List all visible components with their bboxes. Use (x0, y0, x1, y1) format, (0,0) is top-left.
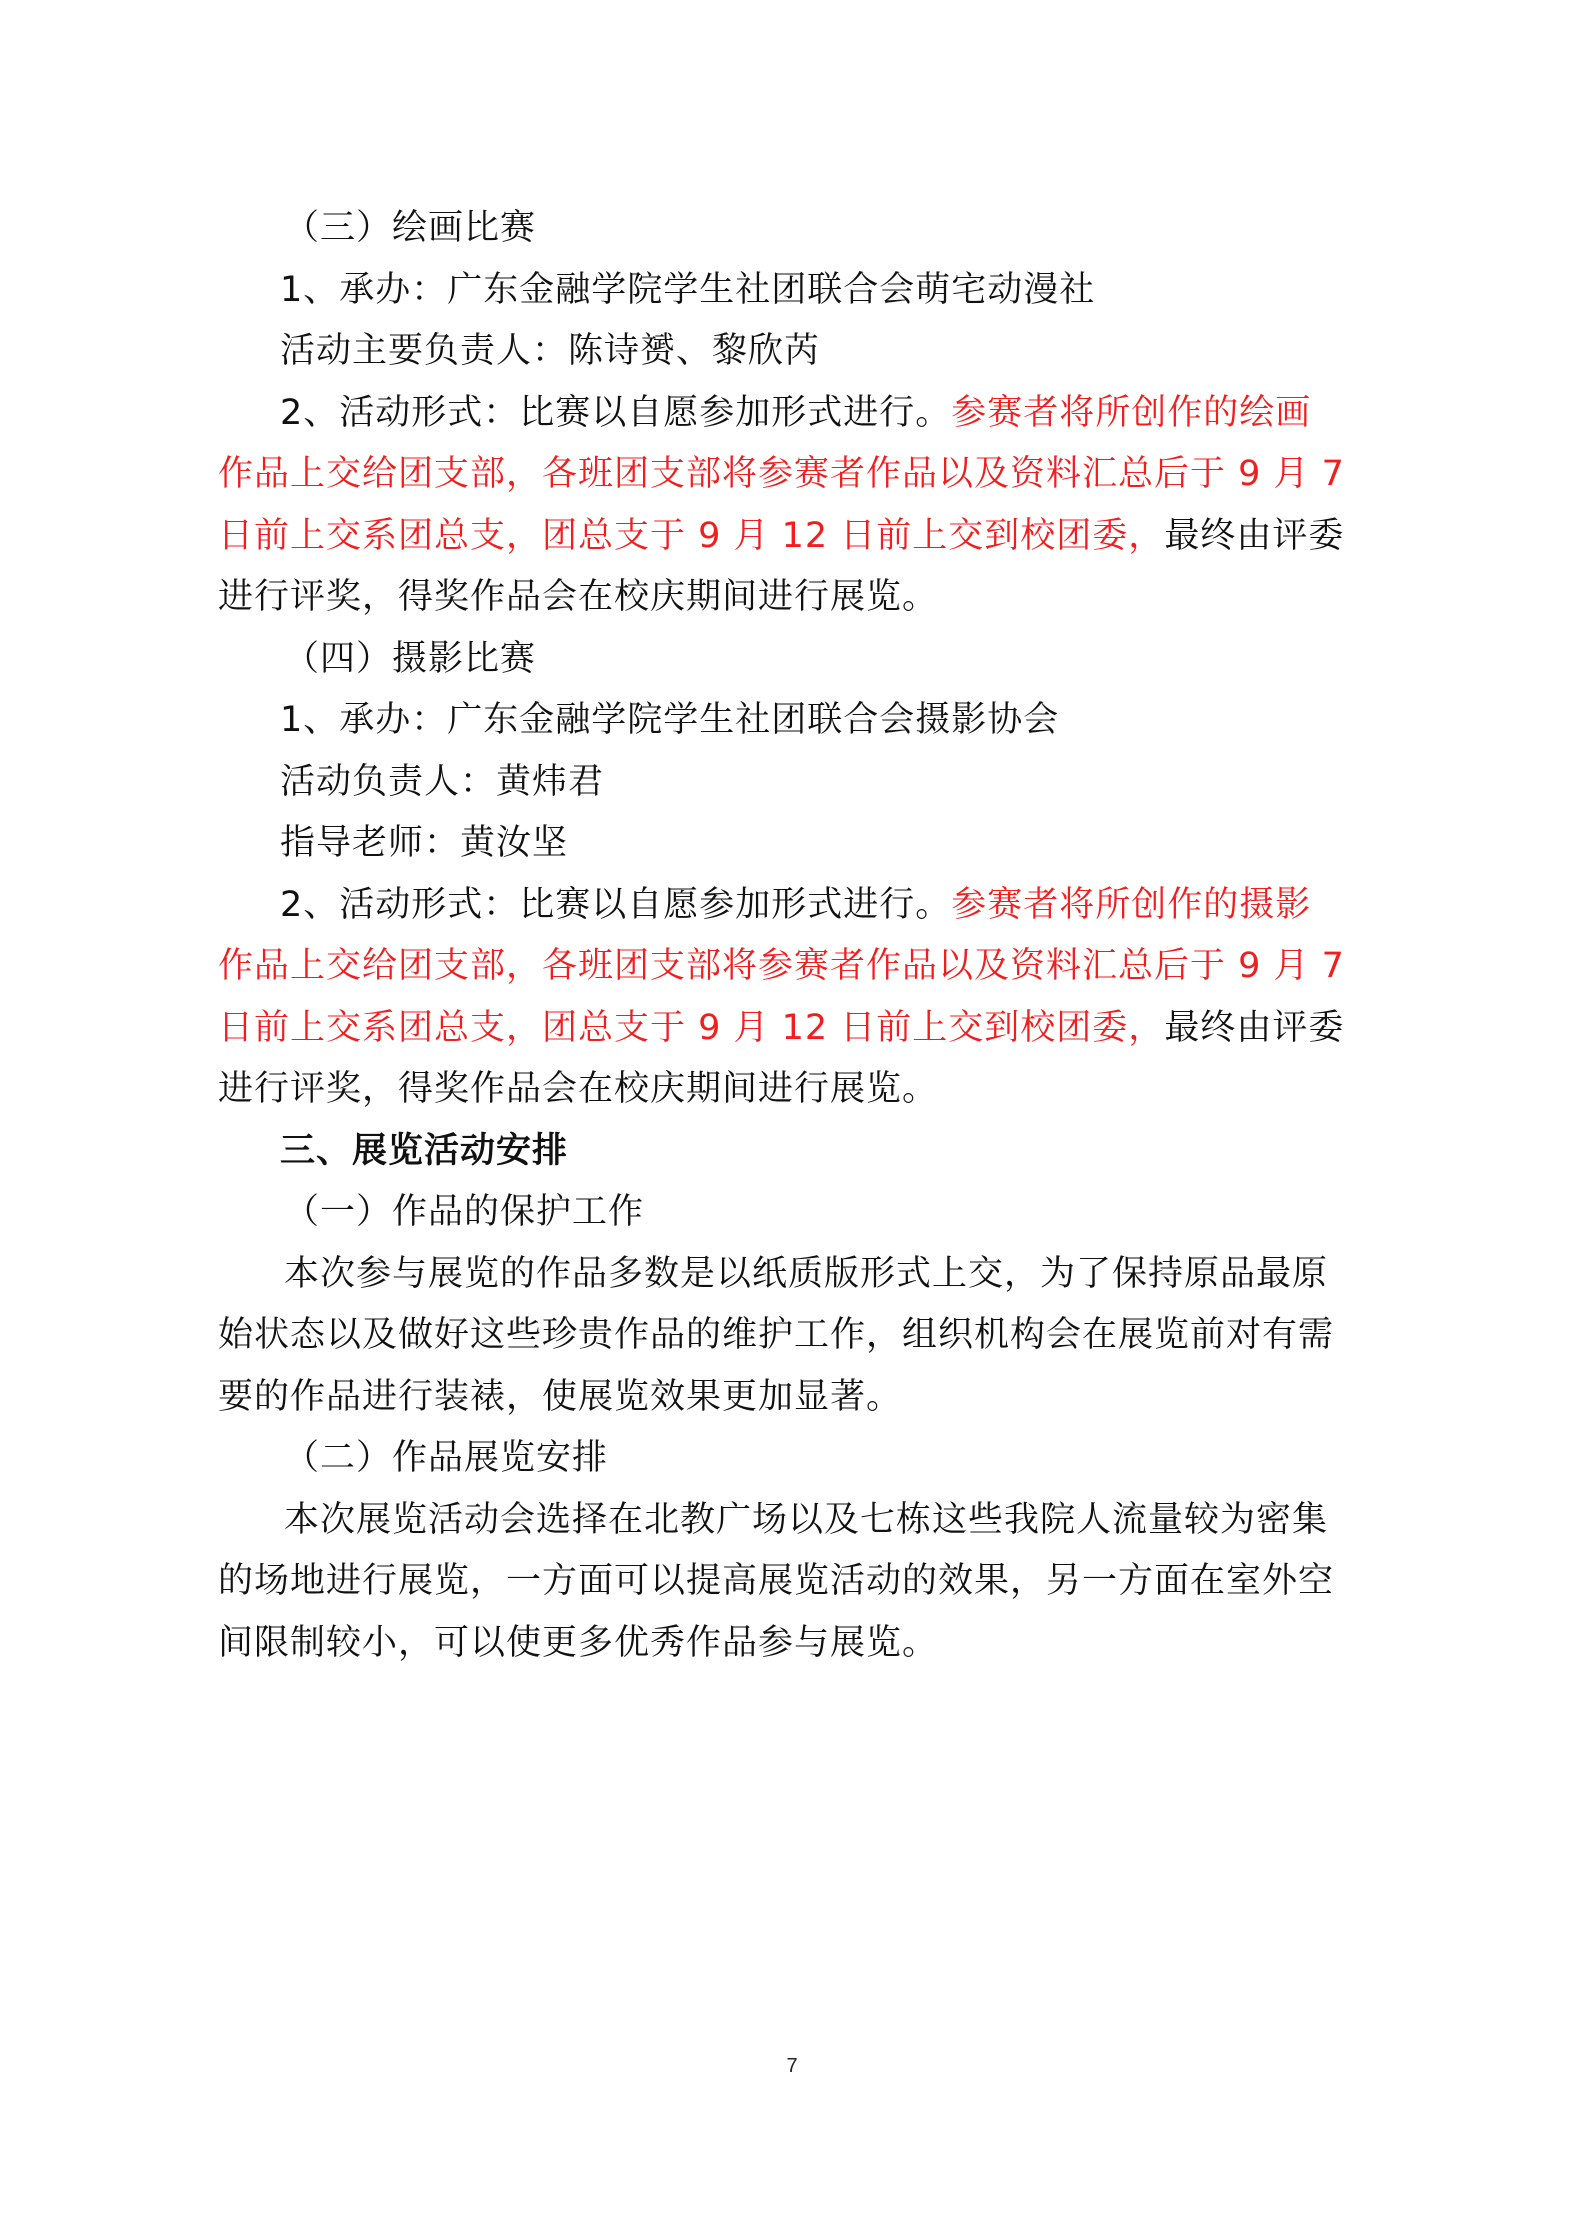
painting-form-highlight: 参赛者将所创作的绘画 (951, 392, 1312, 433)
artwork-protection-paragraph-line-3: 要的作品进行装裱，使展览效果更加显著。 (218, 1376, 903, 1417)
exhibition-arrangement-paragraph-line-1: 本次展览活动会选择在北教广场以及七栋这些我院人流量较为密集 (284, 1499, 1329, 1540)
photography-form-line-3 (218, 998, 1368, 1060)
photography-contest-title: （四）摄影比赛 (284, 638, 537, 679)
painting-form-line-3 (218, 506, 1368, 568)
photography-form-label: 2、活动形式：比赛以自愿参加形式进行。 (280, 884, 952, 925)
painting-organizer: 1、承办：广东金融学院学生社团联合会萌宅动漫社 (280, 269, 1096, 310)
painting-contest-title: （三）绘画比赛 (284, 208, 537, 248)
photography-deadline-highlight: 日前上交系团总支，团总支于 9 月 12 日前上交到校团委， (218, 1007, 1165, 1048)
painting-form-line-4: 进行评奖，得奖作品会在校庆期间进行展览。 (218, 577, 939, 617)
artwork-protection-title: （一）作品的保护工作 (284, 1192, 645, 1232)
exhibition-heading: 三、展览活动安排 (280, 1130, 569, 1171)
exhibition-arrangement-title: （二）作品展览安排 (284, 1438, 609, 1478)
photography-form-line-4: 进行评奖，得奖作品会在校庆期间进行展览。 (218, 1069, 939, 1109)
photography-leader: 活动负责人：黄炜君 (280, 761, 605, 802)
artwork-protection-paragraph-line-1: 本次参与展览的作品多数是以纸质版形式上交，为了保持原品最原 (284, 1253, 1329, 1294)
photography-teacher: 指导老师：黄汝坚 (280, 823, 569, 863)
photography-form-highlight: 参赛者将所创作的摄影 (951, 884, 1312, 925)
painting-judging-text: 最终由评委 (1164, 515, 1345, 556)
painting-deadline-highlight: 日前上交系团总支，团总支于 9 月 12 日前上交到校团委， (218, 515, 1165, 556)
artwork-protection-paragraph-line-2: 始状态以及做好这些珍贵作品的维护工作，组织机构会在展览前对有需 (218, 1315, 1335, 1355)
painting-form-line-1 (218, 383, 1368, 445)
painting-form-label: 2、活动形式：比赛以自愿参加形式进行。 (280, 392, 952, 433)
photography-organizer: 1、承办：广东金融学院学生社团联合会摄影协会 (280, 700, 1060, 740)
page-body (218, 198, 1368, 1674)
painting-leaders: 活动主要负责人：陈诗赟、黎欣芮 (280, 331, 821, 371)
exhibition-arrangement-paragraph-line-3: 间限制较小，可以使更多优秀作品参与展览。 (218, 1622, 939, 1663)
painting-form-line-2: 作品上交给团支部，各班团支部将参赛者作品以及资料汇总后于 9 月 7 (218, 454, 1345, 494)
page-number: 7 (786, 2055, 798, 2077)
photography-form-line-1 (218, 875, 1368, 937)
photography-judging-text: 最终由评委 (1164, 1007, 1345, 1048)
exhibition-arrangement-paragraph-line-2: 的场地进行展览，一方面可以提高展览活动的效果，另一方面在室外空 (218, 1561, 1335, 1601)
photography-form-line-2: 作品上交给团支部，各班团支部将参赛者作品以及资料汇总后于 9 月 7 (218, 946, 1345, 986)
